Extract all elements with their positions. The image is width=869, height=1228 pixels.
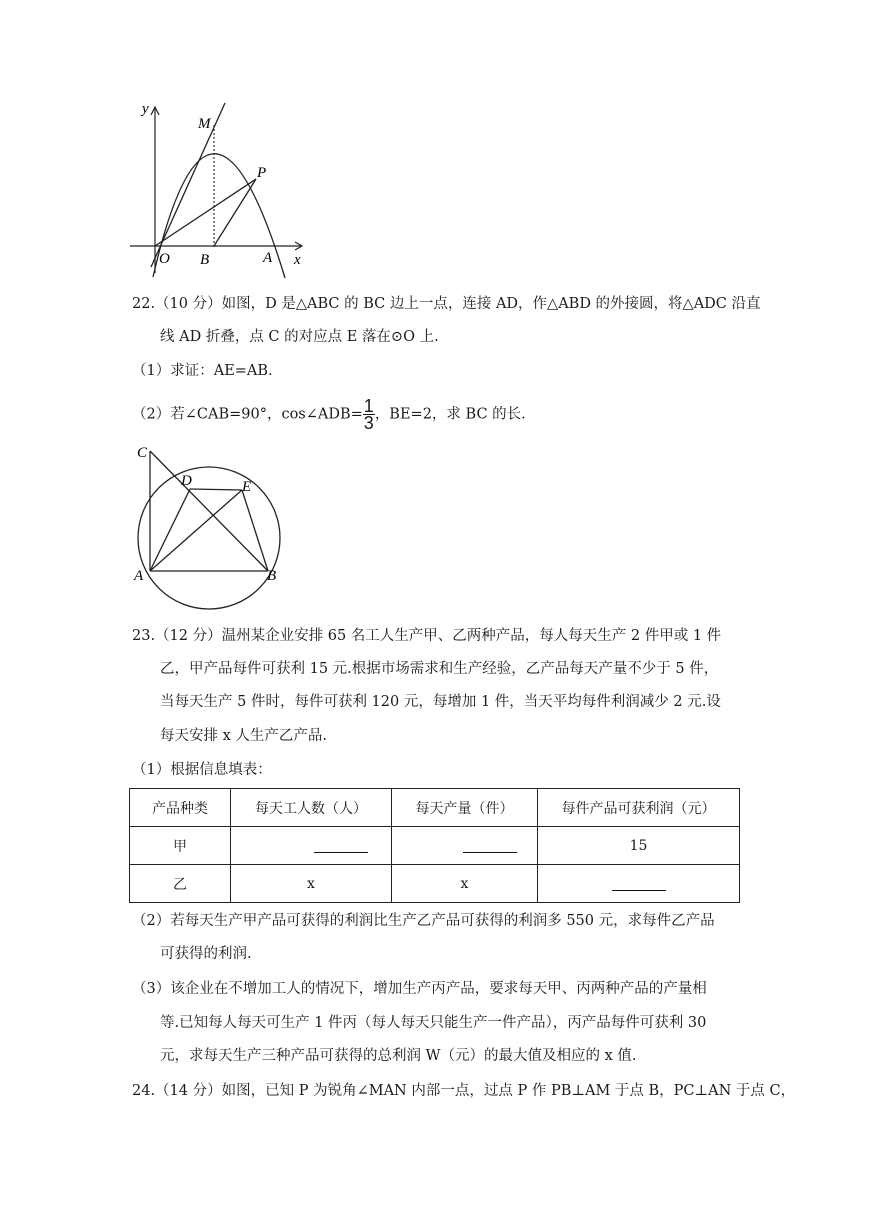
- cell-yi-profit: [538, 865, 740, 903]
- q24-line1: 24.（14 分）如图，已知 P 为锐角∠MAN 内部一点，过点 P 作 PB⊥AM 于点 B，PC⊥AN 于点 C，: [132, 1083, 796, 1099]
- segment-eb: [242, 490, 268, 571]
- cell-yi-workers: x: [231, 865, 392, 903]
- label-m: M: [198, 116, 211, 132]
- q22-part2-post: ，BE=2，求 BC 的长.: [374, 406, 526, 423]
- q23-line2: 乙，甲产品每件可获利 15 元.根据市场需求和生产经验，乙产品每天产量不少于 5 件，: [160, 661, 719, 677]
- q23-line4: 每天安排 x 人生产乙产品.: [160, 728, 328, 744]
- circle-figure: [130, 440, 290, 615]
- segment-de: [190, 489, 242, 490]
- label-y: y: [142, 101, 149, 117]
- parabola-figure: [125, 95, 310, 280]
- cell-jia-name: 甲: [130, 827, 231, 865]
- cell-jia-profit: 15: [538, 827, 740, 865]
- q22-line2: 线 AD 折叠，点 C 的对应点 E 落在⊙O 上.: [160, 329, 439, 345]
- segment-cb: [150, 451, 268, 571]
- label-e: E: [242, 479, 252, 495]
- q23-part3-line2: 等.已知每人每天可生产 1 件丙（每人每天只能生产一件产品），丙产品每件可获利 30: [160, 1015, 707, 1031]
- q23-part3-line3: 元，求每天生产三种产品可获得的总利润 W（元）的最大值及相应的 x 值.: [160, 1048, 637, 1064]
- segment-op: [155, 179, 256, 246]
- label-c: C: [137, 445, 148, 461]
- header-product-type: 产品种类: [130, 789, 231, 827]
- table-row-yi: [130, 865, 740, 903]
- header-workers: 每天工人数（人）: [231, 789, 392, 827]
- cell-yi-output: x: [392, 865, 538, 903]
- segment-bp: [214, 179, 256, 246]
- cell-jia-workers: [231, 827, 392, 865]
- q23-part2-line1: （2）若每天生产甲产品可获得的利润比生产乙产品可获得的利润多 550 元，求每件乙产品: [132, 913, 715, 929]
- cell-jia-output: [392, 827, 538, 865]
- table-row-jia: [130, 827, 740, 865]
- profit-table: [129, 788, 740, 903]
- q23-part2-line2: 可获得的利润.: [160, 946, 252, 962]
- q22-line1: 22.（10 分）如图，D 是△ABC 的 BC 边上一点，连接 AD，作△ABD 的外接圆，将△ADC 沿直: [132, 296, 761, 312]
- label-p: P: [257, 165, 267, 181]
- q23-part3-line1: （3）该企业在不增加工人的情况下，增加生产丙产品，要求每天甲、丙两种产品的产量相: [132, 981, 707, 997]
- fraction-denominator: 3: [363, 413, 374, 433]
- q22-part2: [132, 398, 526, 431]
- label-a: A: [263, 250, 273, 266]
- table-header-row: [130, 789, 740, 827]
- q23-line3: 当每天生产 5 件时，每件可获利 120 元，每增加 1 件，当天平均每件利润减少 2 元.设: [160, 694, 721, 710]
- q23-line1: 23.（12 分）温州某企业安排 65 名工人生产甲、乙两种产品，每人每天生产 2 件甲或 1 件: [132, 628, 722, 644]
- label-o: O: [159, 251, 170, 267]
- circumcircle: [138, 467, 280, 609]
- label-x: x: [294, 252, 301, 268]
- q22-part1: （1）求证：AE=AB.: [132, 363, 273, 379]
- header-output: 每天产量（件）: [392, 789, 538, 827]
- label-d: D: [181, 473, 192, 489]
- fill-blank[interactable]: [314, 838, 368, 853]
- segment-ad: [150, 489, 190, 571]
- fill-blank[interactable]: [612, 876, 666, 891]
- q22-part2-pre: （2）若∠CAB=90°，cos∠ADB=: [132, 406, 363, 423]
- label-b: B: [200, 252, 210, 268]
- label-a2: A: [134, 568, 144, 584]
- fraction-numerator: 1: [363, 396, 374, 416]
- cell-yi-name: 乙: [130, 865, 231, 903]
- label-b2: B: [267, 568, 277, 584]
- fraction-one-third: [363, 398, 375, 431]
- q23-part1: （1）根据信息填表：: [132, 762, 272, 778]
- header-unit-profit: 每件产品可获利润（元）: [538, 789, 740, 827]
- fill-blank[interactable]: [463, 838, 517, 853]
